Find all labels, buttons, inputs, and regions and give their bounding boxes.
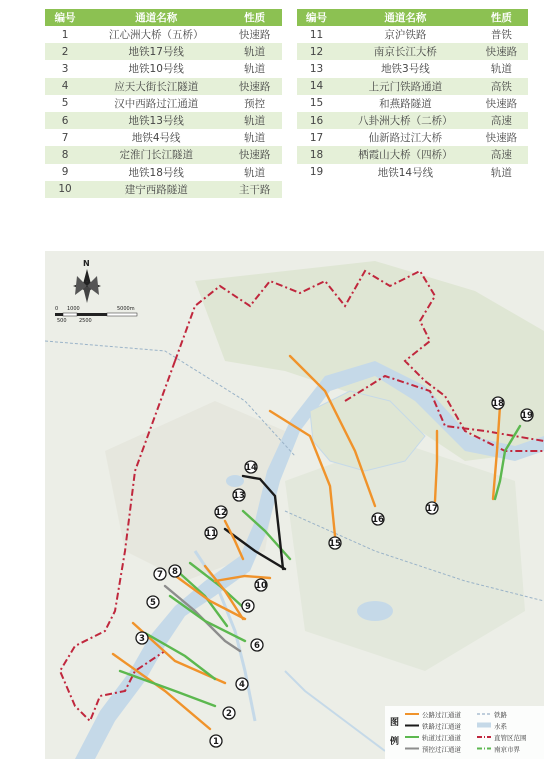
marker-8 [169,565,181,577]
north-label: N [83,259,90,268]
crossing-type: 高铁 [475,78,528,95]
legend-title-2: 例 [390,737,400,747]
table-row [45,181,282,198]
crossing-type: 快速路 [227,146,282,163]
legend-label: 轨道过江通道 [422,734,461,742]
marker-12 [215,506,227,518]
row-number: 7 [45,129,85,146]
crossing-type: 快速路 [475,129,528,146]
crossing-table-right [297,9,528,181]
scale-label-0: 0 [55,306,59,312]
row-number: 10 [45,181,85,198]
scale-label-1000: 1000 [67,306,80,312]
marker-11 [205,527,217,539]
row-number: 16 [297,112,336,129]
svg-text:13: 13 [233,491,245,501]
crossing-type: 快速路 [475,95,528,112]
table-row [297,60,528,77]
crossing-type: 高速 [475,112,528,129]
crossing-type: 预控 [227,95,282,112]
marker-16 [372,513,384,525]
row-number: 14 [297,78,336,95]
crossing-name: 地铁10号线 [85,60,227,77]
crossing-type: 轨道 [227,60,282,77]
scale-bar [55,313,137,316]
legend-label: 南京市界 [494,745,520,754]
crossing-name: 地铁13号线 [85,112,227,129]
crossing-type: 快速路 [475,43,528,60]
table-row [45,112,282,129]
scale-label-2500: 2500 [79,318,92,324]
crossing-type: 轨道 [475,60,528,77]
table-row [297,146,528,163]
svg-text:4: 4 [239,680,245,690]
svg-text:11: 11 [205,529,217,539]
table-row [45,43,282,60]
table-header-cell: 编号 [45,9,85,26]
crossing-name: 汉中西路过江通道 [85,95,227,112]
marker-15 [329,537,341,549]
svg-text:19: 19 [521,411,533,421]
table-row [45,129,282,146]
row-number: 18 [297,146,336,163]
svg-text:10: 10 [255,581,267,591]
marker-9 [242,600,254,612]
crossing-name: 应天大街长江隧道 [85,78,227,95]
crossing-name: 八卦洲大桥（二桥） [336,112,475,129]
legend-label: 预控过江通道 [422,745,461,754]
legend-label: 公路过江通道 [422,711,461,719]
svg-text:3: 3 [139,634,145,644]
row-number: 8 [45,146,85,163]
xuanwu-lake [226,475,244,487]
crossing-name: 地铁14号线 [336,164,475,181]
crossing-name: 地铁18号线 [85,164,227,181]
crossing-type: 轨道 [227,43,282,60]
marker-18 [492,397,504,409]
crossing-name: 地铁17号线 [85,43,227,60]
crossing-name: 仙新路过江大桥 [336,129,475,146]
table-header-cell: 通道名称 [336,9,475,26]
legend-title-1: 图 [390,718,400,728]
legend-label: 铁路 [494,711,507,719]
row-number: 13 [297,60,336,77]
crossing-name: 南京长江大桥 [336,43,475,60]
legend-label: 铁路过江通道 [422,722,461,731]
legend-label: 水系 [494,722,507,731]
svg-text:1: 1 [213,737,219,747]
crossing-type: 轨道 [227,129,282,146]
svg-text:15: 15 [329,539,341,549]
crossing-name: 建宁西路隧道 [85,181,227,198]
table-row [45,95,282,112]
crossing-name: 京沪铁路 [336,26,475,43]
table-header-cell: 通道名称 [85,9,227,26]
table-row [297,78,528,95]
marker-7 [154,568,166,580]
svg-text:2: 2 [226,709,232,719]
table-row [45,146,282,163]
marker-4 [236,678,248,690]
row-number: 9 [45,164,85,181]
svg-text:6: 6 [254,641,260,651]
table-row [297,112,528,129]
table-header-cell: 性质 [227,9,282,26]
marker-10 [255,579,267,591]
marker-5 [147,596,159,608]
row-number: 6 [45,112,85,129]
crossing-name: 定淮门长江隧道 [85,146,227,163]
marker-6 [251,639,263,651]
row-number: 17 [297,129,336,146]
marker-3 [136,632,148,644]
table-row [45,164,282,181]
lake [357,601,393,621]
row-number: 11 [297,26,336,43]
row-number: 12 [297,43,336,60]
row-number: 3 [45,60,85,77]
crossing-name: 和燕路隧道 [336,95,475,112]
table-row [297,164,528,181]
crossing-name: 地铁3号线 [336,60,475,77]
crossing-type: 轨道 [475,164,528,181]
crossing-table-left [45,9,282,198]
table-row [45,60,282,77]
svg-text:17: 17 [426,504,438,514]
crossing-type: 快速路 [227,78,282,95]
marker-14 [245,461,257,473]
table-row [297,26,528,43]
marker-17 [426,502,438,514]
marker-2 [223,707,235,719]
marker-19 [521,409,533,421]
crossing-name: 栖霞山大桥（四桥） [336,146,475,163]
map-panel [45,251,544,759]
crossing-name: 上元门铁路通道 [336,78,475,95]
table-header-cell: 编号 [297,9,336,26]
scale-label-5000: 5000m [117,306,135,312]
table-row [297,129,528,146]
row-number: 5 [45,95,85,112]
row-number: 4 [45,78,85,95]
svg-text:8: 8 [172,567,178,577]
legend-label: 直管区范围 [494,734,527,742]
marker-13 [233,489,245,501]
row-number: 2 [45,43,85,60]
crossing-name: 地铁4号线 [85,129,227,146]
svg-text:16: 16 [372,515,384,525]
svg-text:5: 5 [150,598,156,608]
row-number: 15 [297,95,336,112]
crossing-name: 江心洲大桥（五桥） [85,26,227,43]
table-row [45,26,282,43]
row-number: 1 [45,26,85,43]
table-header-cell: 性质 [475,9,528,26]
svg-text:7: 7 [157,570,163,580]
svg-text:12: 12 [215,508,227,518]
svg-text:9: 9 [245,602,251,612]
table-row [297,43,528,60]
crossing-type: 普铁 [475,26,528,43]
row-number: 19 [297,164,336,181]
table-row [297,95,528,112]
crossing-type: 高速 [475,146,528,163]
svg-text:14: 14 [245,463,257,473]
map-canvas [45,251,544,759]
svg-text:18: 18 [492,399,504,409]
marker-1 [210,735,222,747]
crossing-type: 主干路 [227,181,282,198]
scale-label-500: 500 [57,318,67,324]
crossing-type: 轨道 [227,112,282,129]
crossing-type: 轨道 [227,164,282,181]
crossing-type: 快速路 [227,26,282,43]
legend-swatch [477,723,491,728]
table-row [45,78,282,95]
